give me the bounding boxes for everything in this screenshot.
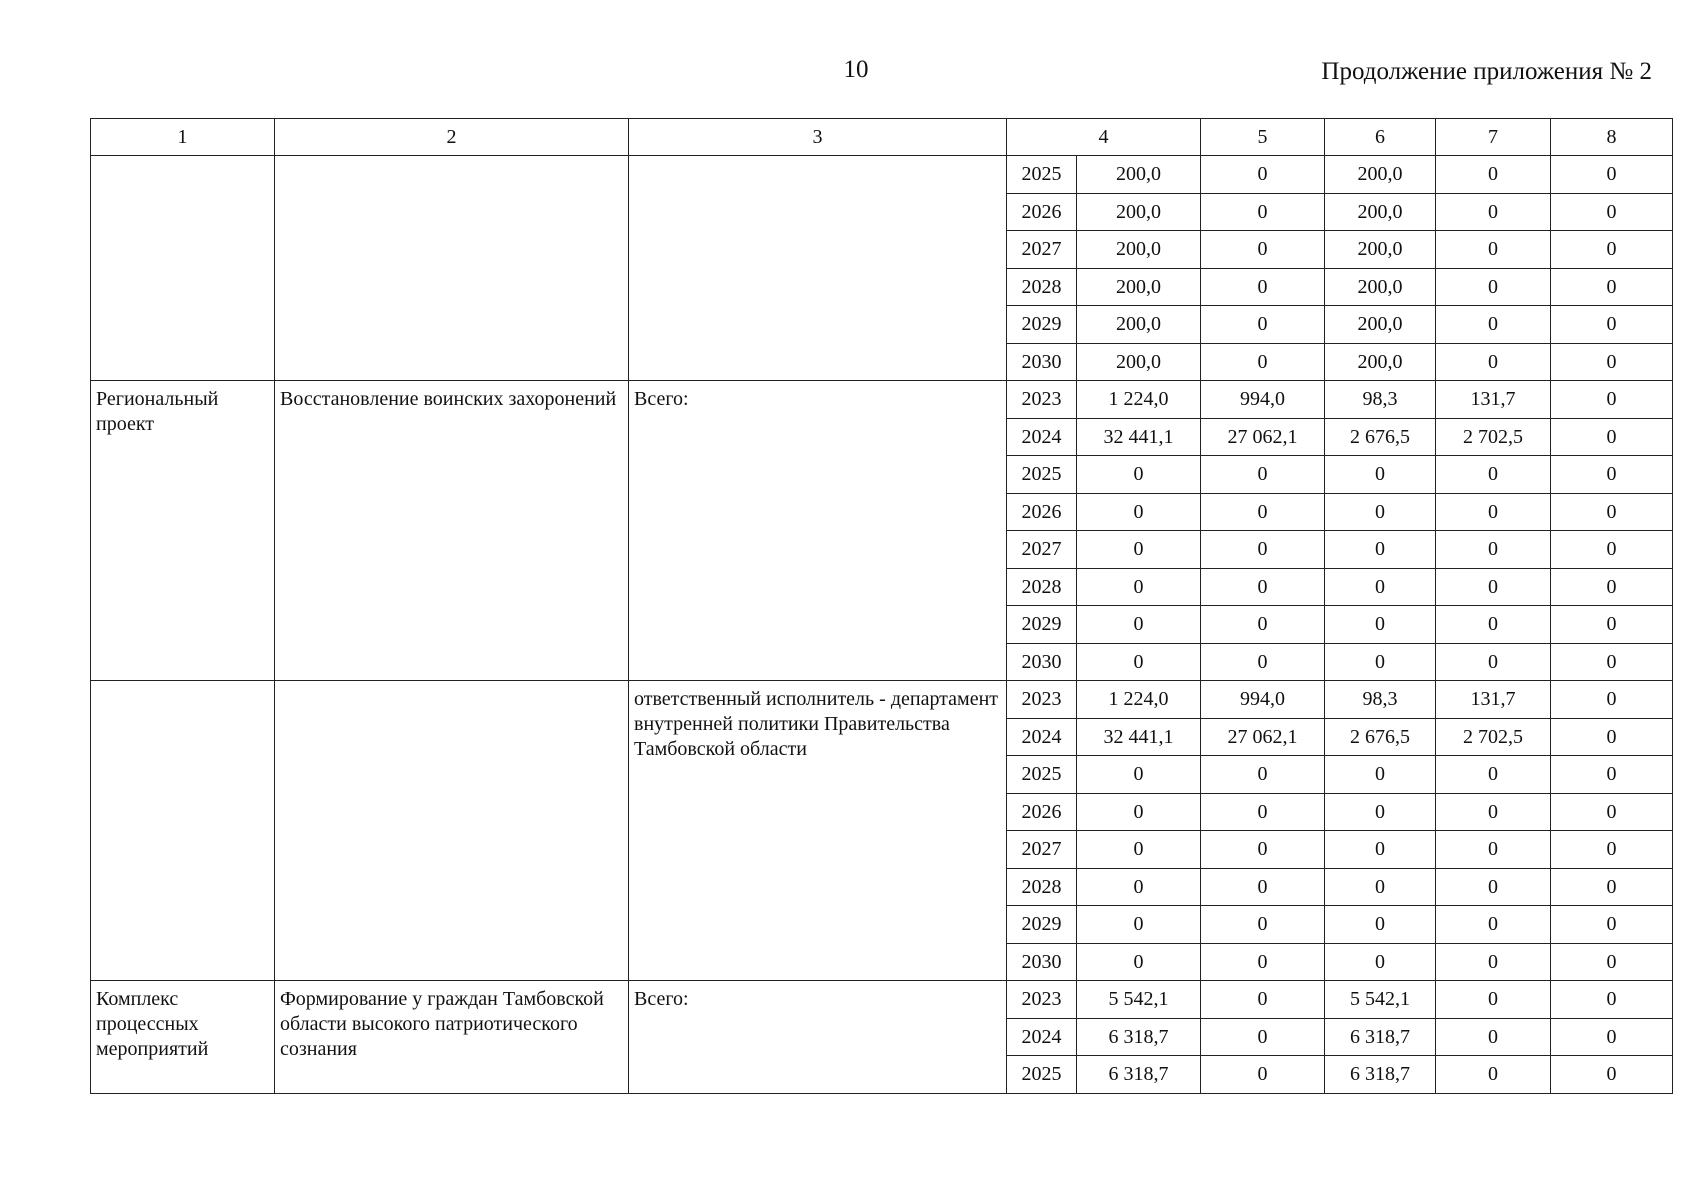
page-number: 10 (843, 56, 869, 83)
regional-budget-cell: 0 (1325, 456, 1436, 494)
total-cell: 5 542,1 (1077, 981, 1201, 1019)
local-budget-cell: 0 (1436, 306, 1551, 344)
header-col-1: 1 (91, 119, 275, 156)
regional-budget-cell: 0 (1325, 568, 1436, 606)
total-cell: 6 318,7 (1077, 1056, 1201, 1094)
regional-budget-cell: 2 676,5 (1325, 718, 1436, 756)
federal-budget-cell: 0 (1201, 268, 1325, 306)
local-budget-cell: 0 (1436, 831, 1551, 869)
other-sources-cell: 0 (1551, 868, 1673, 906)
federal-budget-cell: 0 (1201, 343, 1325, 381)
other-sources-cell: 0 (1551, 793, 1673, 831)
total-cell: 1 224,0 (1077, 381, 1201, 419)
name-cell (275, 681, 629, 981)
federal-budget-cell: 0 (1201, 568, 1325, 606)
header-col-4: 4 (1007, 119, 1201, 156)
other-sources-cell: 0 (1551, 381, 1673, 419)
local-budget-cell: 0 (1436, 193, 1551, 231)
regional-budget-cell: 0 (1325, 606, 1436, 644)
regional-budget-cell: 98,3 (1325, 381, 1436, 419)
year-cell: 2025 (1007, 456, 1077, 494)
total-cell: 0 (1077, 493, 1201, 531)
regional-budget-cell: 2 676,5 (1325, 418, 1436, 456)
year-cell: 2025 (1007, 1056, 1077, 1094)
total-cell: 0 (1077, 793, 1201, 831)
other-sources-cell: 0 (1551, 756, 1673, 794)
regional-budget-cell: 200,0 (1325, 343, 1436, 381)
year-cell: 2029 (1007, 906, 1077, 944)
other-sources-cell: 0 (1551, 568, 1673, 606)
other-sources-cell: 0 (1551, 718, 1673, 756)
local-budget-cell: 0 (1436, 1056, 1551, 1094)
total-cell: 200,0 (1077, 193, 1201, 231)
regional-budget-cell: 98,3 (1325, 681, 1436, 719)
total-cell: 200,0 (1077, 156, 1201, 194)
federal-budget-cell: 0 (1201, 793, 1325, 831)
other-sources-cell: 0 (1551, 343, 1673, 381)
local-budget-cell: 0 (1436, 156, 1551, 194)
total-cell: 200,0 (1077, 306, 1201, 344)
total-cell: 200,0 (1077, 268, 1201, 306)
executor-cell: ответственный исполнитель - департамент внутренней политики Правительства Тамбовской области (629, 681, 1007, 981)
other-sources-cell: 0 (1551, 193, 1673, 231)
program-element-cell (91, 156, 275, 381)
federal-budget-cell: 0 (1201, 231, 1325, 269)
federal-budget-cell: 0 (1201, 1018, 1325, 1056)
local-budget-cell: 0 (1436, 1018, 1551, 1056)
federal-budget-cell: 0 (1201, 981, 1325, 1019)
other-sources-cell: 0 (1551, 231, 1673, 269)
federal-budget-cell: 0 (1201, 906, 1325, 944)
year-cell: 2024 (1007, 718, 1077, 756)
year-cell: 2024 (1007, 418, 1077, 456)
local-budget-cell: 0 (1436, 493, 1551, 531)
total-cell: 0 (1077, 568, 1201, 606)
other-sources-cell: 0 (1551, 606, 1673, 644)
total-cell: 0 (1077, 868, 1201, 906)
regional-budget-cell: 0 (1325, 943, 1436, 981)
federal-budget-cell: 0 (1201, 1056, 1325, 1094)
regional-budget-cell: 0 (1325, 793, 1436, 831)
other-sources-cell: 0 (1551, 306, 1673, 344)
year-cell: 2023 (1007, 681, 1077, 719)
local-budget-cell: 0 (1436, 606, 1551, 644)
year-cell: 2026 (1007, 493, 1077, 531)
total-cell: 0 (1077, 906, 1201, 944)
program-element-cell: Региональный проект (91, 381, 275, 681)
federal-budget-cell: 0 (1201, 868, 1325, 906)
regional-budget-cell: 0 (1325, 643, 1436, 681)
name-cell: Формирование у граждан Тамбовской области высокого патриотического сознания (275, 981, 629, 1094)
year-cell: 2028 (1007, 868, 1077, 906)
other-sources-cell: 0 (1551, 1018, 1673, 1056)
local-budget-cell: 0 (1436, 793, 1551, 831)
appendix-label: Продолжение приложения № 2 (1321, 58, 1652, 85)
regional-budget-cell: 5 542,1 (1325, 981, 1436, 1019)
federal-budget-cell: 0 (1201, 193, 1325, 231)
total-cell: 200,0 (1077, 343, 1201, 381)
local-budget-cell: 2 702,5 (1436, 718, 1551, 756)
name-cell: Восстановление воинских захоронений (275, 381, 629, 681)
program-element-cell: Комплекс процессных мероприятий (91, 981, 275, 1094)
total-cell: 200,0 (1077, 231, 1201, 269)
other-sources-cell: 0 (1551, 643, 1673, 681)
year-cell: 2027 (1007, 531, 1077, 569)
year-cell: 2028 (1007, 268, 1077, 306)
total-cell: 0 (1077, 606, 1201, 644)
year-cell: 2026 (1007, 193, 1077, 231)
total-cell: 6 318,7 (1077, 1018, 1201, 1056)
local-budget-cell: 131,7 (1436, 681, 1551, 719)
header-col-2: 2 (275, 119, 629, 156)
other-sources-cell: 0 (1551, 456, 1673, 494)
regional-budget-cell: 200,0 (1325, 268, 1436, 306)
header-col-5: 5 (1201, 119, 1325, 156)
total-cell: 32 441,1 (1077, 418, 1201, 456)
header-col-8: 8 (1551, 119, 1673, 156)
year-cell: 2027 (1007, 831, 1077, 869)
financing-table (90, 118, 1673, 1094)
year-cell: 2029 (1007, 606, 1077, 644)
year-cell: 2027 (1007, 231, 1077, 269)
local-budget-cell: 0 (1436, 456, 1551, 494)
other-sources-cell: 0 (1551, 943, 1673, 981)
year-cell: 2023 (1007, 381, 1077, 419)
federal-budget-cell: 0 (1201, 831, 1325, 869)
year-cell: 2026 (1007, 793, 1077, 831)
header-row (91, 119, 1673, 156)
federal-budget-cell: 27 062,1 (1201, 718, 1325, 756)
header-col-3: 3 (629, 119, 1007, 156)
regional-budget-cell: 0 (1325, 831, 1436, 869)
year-cell: 2030 (1007, 943, 1077, 981)
year-cell: 2025 (1007, 756, 1077, 794)
local-budget-cell: 0 (1436, 531, 1551, 569)
total-cell: 0 (1077, 643, 1201, 681)
other-sources-cell: 0 (1551, 268, 1673, 306)
total-cell: 0 (1077, 943, 1201, 981)
table-row (91, 381, 1673, 419)
local-budget-cell: 2 702,5 (1436, 418, 1551, 456)
executor-cell: Всего: (629, 381, 1007, 681)
local-budget-cell: 0 (1436, 906, 1551, 944)
regional-budget-cell: 200,0 (1325, 193, 1436, 231)
name-cell (275, 156, 629, 381)
year-cell: 2028 (1007, 568, 1077, 606)
other-sources-cell: 0 (1551, 681, 1673, 719)
regional-budget-cell: 0 (1325, 906, 1436, 944)
table-row (91, 156, 1673, 194)
year-cell: 2023 (1007, 981, 1077, 1019)
local-budget-cell: 0 (1436, 756, 1551, 794)
table-row (91, 981, 1673, 1019)
federal-budget-cell: 0 (1201, 306, 1325, 344)
other-sources-cell: 0 (1551, 156, 1673, 194)
local-budget-cell: 0 (1436, 643, 1551, 681)
regional-budget-cell: 0 (1325, 868, 1436, 906)
local-budget-cell: 0 (1436, 943, 1551, 981)
other-sources-cell: 0 (1551, 493, 1673, 531)
other-sources-cell: 0 (1551, 906, 1673, 944)
federal-budget-cell: 0 (1201, 756, 1325, 794)
other-sources-cell: 0 (1551, 531, 1673, 569)
other-sources-cell: 0 (1551, 981, 1673, 1019)
total-cell: 32 441,1 (1077, 718, 1201, 756)
total-cell: 0 (1077, 456, 1201, 494)
regional-budget-cell: 0 (1325, 493, 1436, 531)
local-budget-cell: 0 (1436, 568, 1551, 606)
year-cell: 2025 (1007, 156, 1077, 194)
executor-cell (629, 156, 1007, 381)
federal-budget-cell: 0 (1201, 606, 1325, 644)
regional-budget-cell: 6 318,7 (1325, 1018, 1436, 1056)
table-row (91, 681, 1673, 719)
federal-budget-cell: 0 (1201, 493, 1325, 531)
federal-budget-cell: 27 062,1 (1201, 418, 1325, 456)
federal-budget-cell: 0 (1201, 456, 1325, 494)
local-budget-cell: 0 (1436, 868, 1551, 906)
year-cell: 2029 (1007, 306, 1077, 344)
total-cell: 1 224,0 (1077, 681, 1201, 719)
regional-budget-cell: 0 (1325, 756, 1436, 794)
local-budget-cell: 0 (1436, 231, 1551, 269)
local-budget-cell: 131,7 (1436, 381, 1551, 419)
total-cell: 0 (1077, 756, 1201, 794)
header-col-7: 7 (1436, 119, 1551, 156)
regional-budget-cell: 200,0 (1325, 231, 1436, 269)
federal-budget-cell: 994,0 (1201, 381, 1325, 419)
local-budget-cell: 0 (1436, 981, 1551, 1019)
year-cell: 2030 (1007, 343, 1077, 381)
regional-budget-cell: 200,0 (1325, 306, 1436, 344)
other-sources-cell: 0 (1551, 831, 1673, 869)
federal-budget-cell: 0 (1201, 531, 1325, 569)
federal-budget-cell: 0 (1201, 156, 1325, 194)
table-body (91, 119, 1673, 1094)
local-budget-cell: 0 (1436, 268, 1551, 306)
other-sources-cell: 0 (1551, 418, 1673, 456)
year-cell: 2024 (1007, 1018, 1077, 1056)
local-budget-cell: 0 (1436, 343, 1551, 381)
other-sources-cell: 0 (1551, 1056, 1673, 1094)
federal-budget-cell: 994,0 (1201, 681, 1325, 719)
total-cell: 0 (1077, 831, 1201, 869)
program-element-cell (91, 681, 275, 981)
year-cell: 2030 (1007, 643, 1077, 681)
regional-budget-cell: 200,0 (1325, 156, 1436, 194)
total-cell: 0 (1077, 531, 1201, 569)
federal-budget-cell: 0 (1201, 643, 1325, 681)
regional-budget-cell: 6 318,7 (1325, 1056, 1436, 1094)
regional-budget-cell: 0 (1325, 531, 1436, 569)
header-col-6: 6 (1325, 119, 1436, 156)
federal-budget-cell: 0 (1201, 943, 1325, 981)
executor-cell: Всего: (629, 981, 1007, 1094)
